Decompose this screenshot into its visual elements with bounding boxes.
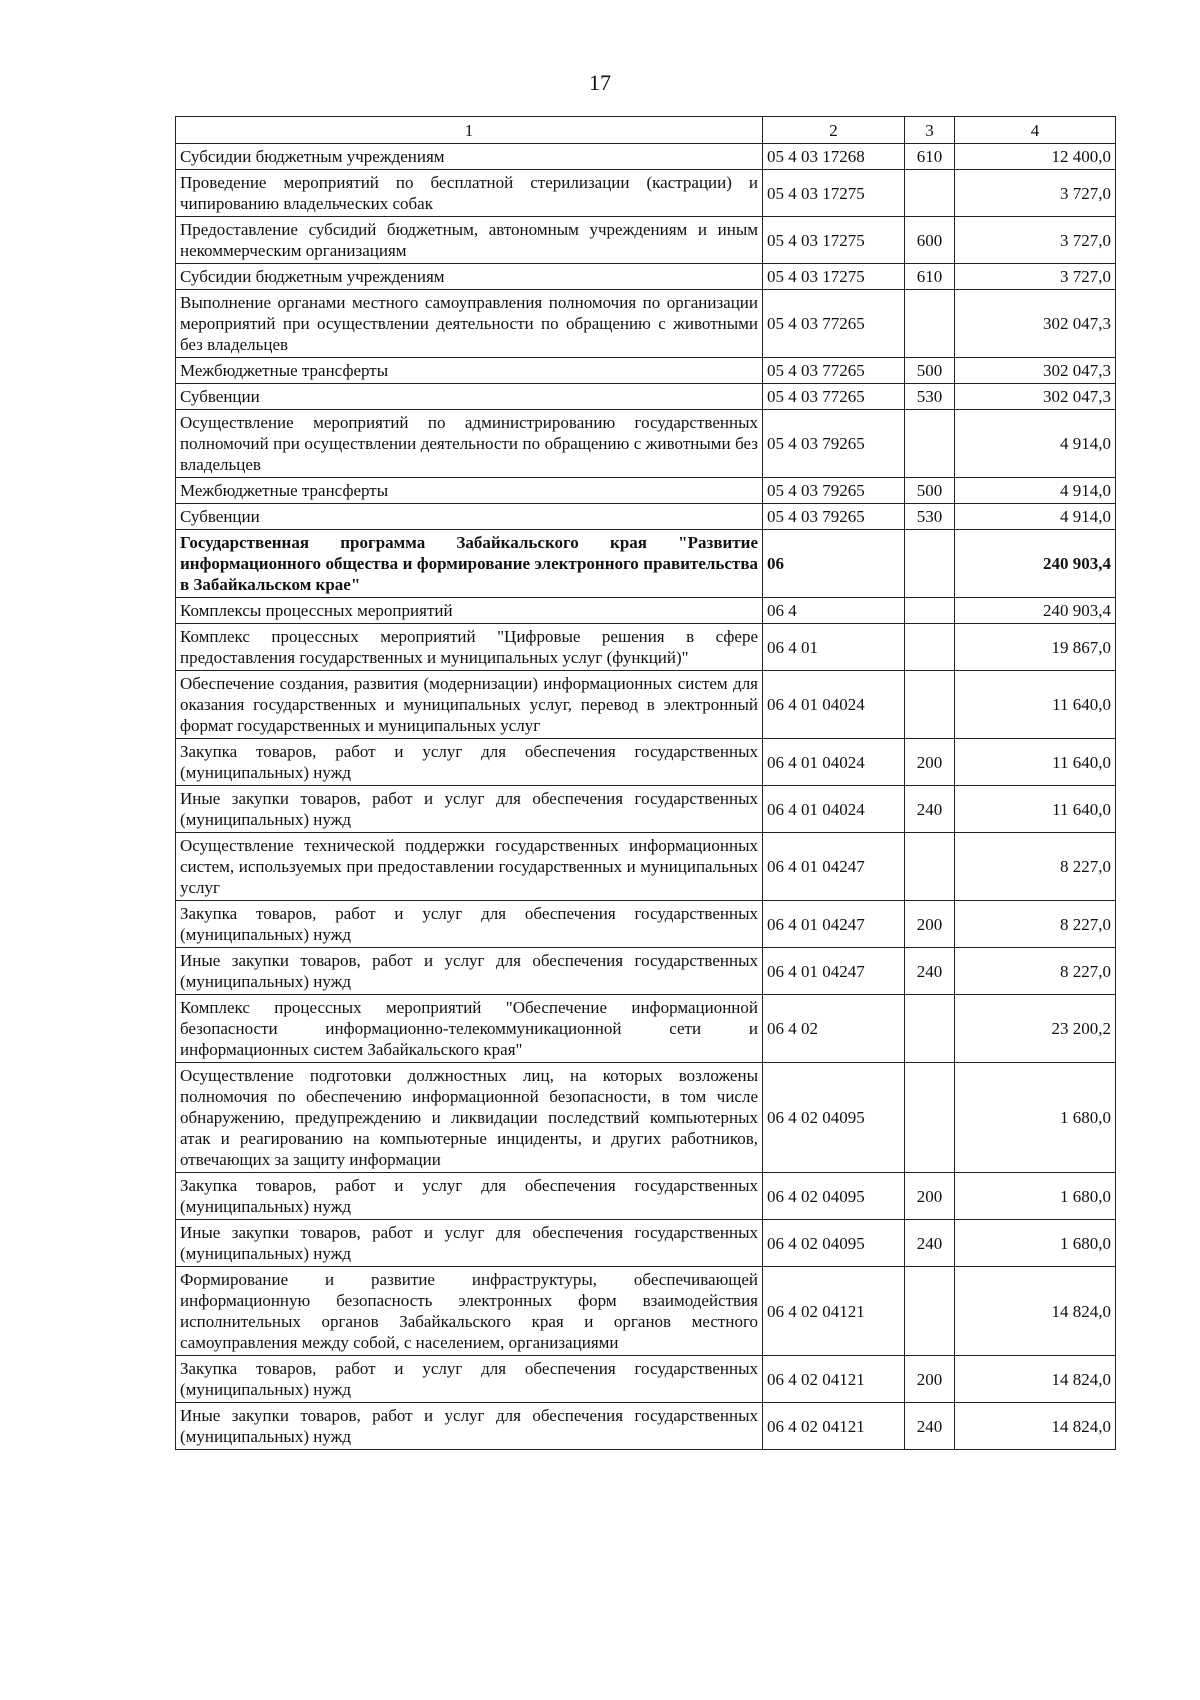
row-amount-cell: 3 727,0: [955, 264, 1116, 290]
table-row: [176, 598, 1116, 624]
row-amount-cell: 240 903,4: [955, 598, 1116, 624]
table-body: [176, 144, 1116, 1450]
row-amount-cell: 19 867,0: [955, 624, 1116, 671]
table-row: [176, 217, 1116, 264]
row-name-cell: Межбюджетные трансферты: [176, 358, 763, 384]
row-amount-cell: 11 640,0: [955, 739, 1116, 786]
table-row: [176, 624, 1116, 671]
row-code-cell: 06 4 02 04095: [763, 1220, 905, 1267]
row-amount-cell: 3 727,0: [955, 217, 1116, 264]
row-name-cell: Межбюджетные трансферты: [176, 478, 763, 504]
row-type-cell: 200: [905, 1356, 955, 1403]
budget-table: [175, 116, 1116, 1450]
row-code-cell: 05 4 03 77265: [763, 358, 905, 384]
row-code-cell: 06 4 02 04095: [763, 1063, 905, 1173]
row-name-cell: Субвенции: [176, 384, 763, 410]
table-row: [176, 948, 1116, 995]
row-type-cell: 240: [905, 1220, 955, 1267]
table-row: [176, 739, 1116, 786]
row-amount-cell: 4 914,0: [955, 410, 1116, 478]
row-amount-cell: 1 680,0: [955, 1063, 1116, 1173]
row-code-cell: 05 4 03 79265: [763, 410, 905, 478]
row-name-cell: Государственная программа Забайкальского края "Развитие информационного общества и формирование электронного правительства в Забайкальском крае": [176, 530, 763, 598]
row-type-cell: [905, 624, 955, 671]
table-row: [176, 384, 1116, 410]
row-name-cell: Закупка товаров, работ и услуг для обеспечения государственных (муниципальных) нужд: [176, 1356, 763, 1403]
row-amount-cell: 302 047,3: [955, 384, 1116, 410]
row-amount-cell: 1 680,0: [955, 1220, 1116, 1267]
row-type-cell: 610: [905, 144, 955, 170]
row-type-cell: 530: [905, 384, 955, 410]
row-name-cell: Закупка товаров, работ и услуг для обеспечения государственных (муниципальных) нужд: [176, 901, 763, 948]
table-row: [176, 478, 1116, 504]
row-name-cell: Закупка товаров, работ и услуг для обеспечения государственных (муниципальных) нужд: [176, 1173, 763, 1220]
row-code-cell: 05 4 03 17268: [763, 144, 905, 170]
row-type-cell: [905, 995, 955, 1063]
row-amount-cell: 240 903,4: [955, 530, 1116, 598]
row-code-cell: 06 4 02 04121: [763, 1356, 905, 1403]
row-code-cell: 06: [763, 530, 905, 598]
row-code-cell: 06 4 02 04095: [763, 1173, 905, 1220]
row-type-cell: 530: [905, 504, 955, 530]
table-row: [176, 504, 1116, 530]
row-amount-cell: 302 047,3: [955, 290, 1116, 358]
row-amount-cell: 14 824,0: [955, 1356, 1116, 1403]
row-code-cell: 06 4 01 04024: [763, 739, 905, 786]
row-code-cell: 05 4 03 17275: [763, 264, 905, 290]
row-code-cell: 06 4 01: [763, 624, 905, 671]
row-name-cell: Предоставление субсидий бюджетным, автономным учреждениям и иным некоммерческим организациям: [176, 217, 763, 264]
row-name-cell: Комплекс процессных мероприятий "Цифровые решения в сфере предоставления государственных и муниципальных услуг (функций)": [176, 624, 763, 671]
table-row: [176, 530, 1116, 598]
row-name-cell: Иные закупки товаров, работ и услуг для обеспечения государственных (муниципальных) нужд: [176, 786, 763, 833]
table-row: [176, 1063, 1116, 1173]
row-amount-cell: 4 914,0: [955, 478, 1116, 504]
header-col-1: 1: [176, 117, 763, 144]
row-amount-cell: 8 227,0: [955, 833, 1116, 901]
row-amount-cell: 12 400,0: [955, 144, 1116, 170]
row-type-cell: 610: [905, 264, 955, 290]
row-name-cell: Формирование и развитие инфраструктуры, обеспечивающей информационную безопасность электронных форм взаимодействия исполнительных органов Забайкальского края и органов местного самоуправления между собой, с населением, организациями: [176, 1267, 763, 1356]
row-amount-cell: 14 824,0: [955, 1403, 1116, 1450]
row-type-cell: 500: [905, 358, 955, 384]
row-code-cell: 06 4 02 04121: [763, 1267, 905, 1356]
row-code-cell: 05 4 03 79265: [763, 504, 905, 530]
row-type-cell: [905, 170, 955, 217]
row-code-cell: 06 4 01 04247: [763, 948, 905, 995]
header-col-2: 2: [763, 117, 905, 144]
table-row: [176, 671, 1116, 739]
row-type-cell: 200: [905, 901, 955, 948]
row-amount-cell: 4 914,0: [955, 504, 1116, 530]
row-name-cell: Закупка товаров, работ и услуг для обеспечения государственных (муниципальных) нужд: [176, 739, 763, 786]
row-amount-cell: 11 640,0: [955, 786, 1116, 833]
row-amount-cell: 3 727,0: [955, 170, 1116, 217]
table-row: [176, 1267, 1116, 1356]
table-row: [176, 901, 1116, 948]
row-name-cell: Выполнение органами местного самоуправления полномочия по организации мероприятий при осуществлении деятельности по обращению с животными без владельцев: [176, 290, 763, 358]
row-type-cell: 240: [905, 786, 955, 833]
row-code-cell: 05 4 03 17275: [763, 170, 905, 217]
row-type-cell: [905, 290, 955, 358]
row-name-cell: Осуществление мероприятий по администрированию государственных полномочий при осуществлении деятельности по обращению с животными без владельцев: [176, 410, 763, 478]
table-row: [176, 290, 1116, 358]
row-code-cell: 06 4 01 04024: [763, 671, 905, 739]
header-col-4: 4: [955, 117, 1116, 144]
row-name-cell: Комплекс процессных мероприятий "Обеспечение информационной безопасности информационно-телекоммуникационной сети и информационных систем Забайкальского края": [176, 995, 763, 1063]
row-type-cell: [905, 530, 955, 598]
table-row: [176, 833, 1116, 901]
row-amount-cell: 302 047,3: [955, 358, 1116, 384]
row-name-cell: Иные закупки товаров, работ и услуг для обеспечения государственных (муниципальных) нужд: [176, 948, 763, 995]
row-type-cell: [905, 1063, 955, 1173]
row-amount-cell: 23 200,2: [955, 995, 1116, 1063]
row-type-cell: 500: [905, 478, 955, 504]
row-type-cell: 200: [905, 1173, 955, 1220]
row-name-cell: Иные закупки товаров, работ и услуг для обеспечения государственных (муниципальных) нужд: [176, 1220, 763, 1267]
row-name-cell: Обеспечение создания, развития (модернизации) информационных систем для оказания государственных и муниципальных услуг, перевод в электронный формат государственных и муниципальных услуг: [176, 671, 763, 739]
row-code-cell: 05 4 03 77265: [763, 384, 905, 410]
table-row: [176, 995, 1116, 1063]
row-code-cell: 06 4 01 04247: [763, 833, 905, 901]
row-type-cell: 240: [905, 948, 955, 995]
table-row: [176, 1356, 1116, 1403]
row-code-cell: 06 4 02: [763, 995, 905, 1063]
row-amount-cell: 1 680,0: [955, 1173, 1116, 1220]
table-row: [176, 358, 1116, 384]
row-code-cell: 06 4 01 04247: [763, 901, 905, 948]
row-name-cell: Субвенции: [176, 504, 763, 530]
row-name-cell: Иные закупки товаров, работ и услуг для обеспечения государственных (муниципальных) нужд: [176, 1403, 763, 1450]
row-amount-cell: 14 824,0: [955, 1267, 1116, 1356]
row-name-cell: Субсидии бюджетным учреждениям: [176, 264, 763, 290]
page-number: 17: [589, 70, 611, 95]
row-type-cell: 200: [905, 739, 955, 786]
table-row: [176, 1220, 1116, 1267]
row-code-cell: 06 4 02 04121: [763, 1403, 905, 1450]
table-header-row: [176, 117, 1116, 144]
table-row: [176, 410, 1116, 478]
row-amount-cell: 8 227,0: [955, 948, 1116, 995]
table-row: [176, 264, 1116, 290]
header-col-3: 3: [905, 117, 955, 144]
table-row: [176, 1403, 1116, 1450]
table-row: [176, 170, 1116, 217]
row-type-cell: [905, 1267, 955, 1356]
row-code-cell: 06 4 01 04024: [763, 786, 905, 833]
table-row: [176, 144, 1116, 170]
row-type-cell: 600: [905, 217, 955, 264]
row-type-cell: 240: [905, 1403, 955, 1450]
row-type-cell: [905, 598, 955, 624]
table-row: [176, 1173, 1116, 1220]
row-type-cell: [905, 671, 955, 739]
row-name-cell: Осуществление подготовки должностных лиц, на которых возложены полномочия по обеспечению информационной безопасности, в том числе обнаружению, предупреждению и ликвидации последствий компьютерных атак и реагированию на компьютерные инциденты, и других работников, отвечающих за защиту информации: [176, 1063, 763, 1173]
table-row: [176, 786, 1116, 833]
row-type-cell: [905, 410, 955, 478]
row-name-cell: Осуществление технической поддержки государственных информационных систем, используемых при предоставлении государственных и муниципальных услуг: [176, 833, 763, 901]
row-type-cell: [905, 833, 955, 901]
row-code-cell: 05 4 03 77265: [763, 290, 905, 358]
row-amount-cell: 8 227,0: [955, 901, 1116, 948]
row-name-cell: Проведение мероприятий по бесплатной стерилизации (кастрации) и чипированию владельческих собак: [176, 170, 763, 217]
row-code-cell: 06 4: [763, 598, 905, 624]
row-name-cell: Субсидии бюджетным учреждениям: [176, 144, 763, 170]
row-code-cell: 05 4 03 79265: [763, 478, 905, 504]
row-code-cell: 05 4 03 17275: [763, 217, 905, 264]
row-name-cell: Комплексы процессных мероприятий: [176, 598, 763, 624]
row-amount-cell: 11 640,0: [955, 671, 1116, 739]
